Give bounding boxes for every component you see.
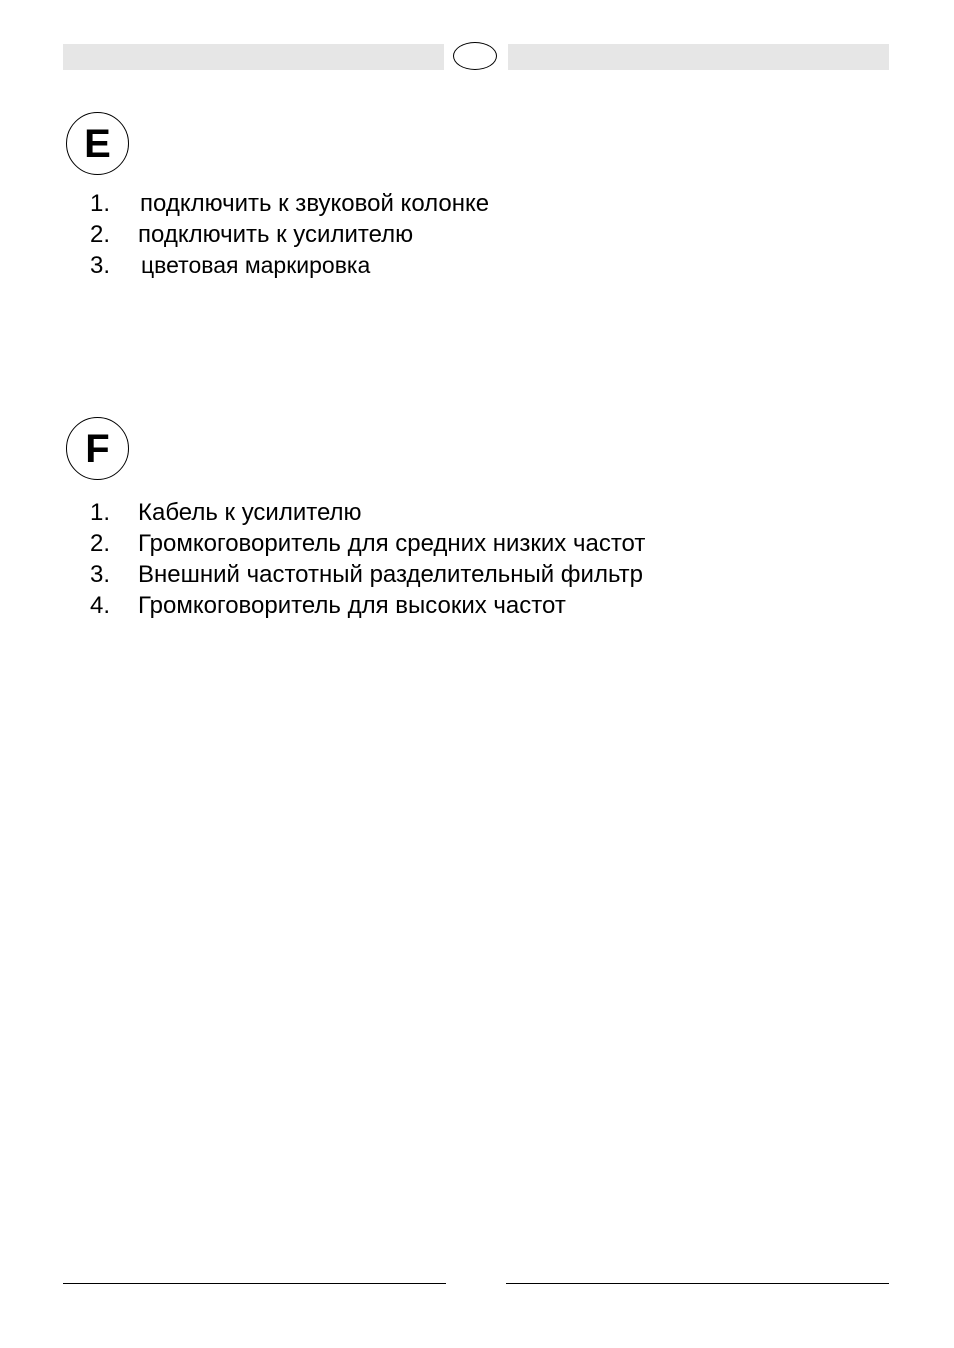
item-number: 1. bbox=[90, 499, 111, 526]
item-text: Внешний частотный разделительный фильтр bbox=[138, 561, 643, 588]
section-badge-e: E bbox=[66, 112, 129, 175]
header-oval-icon bbox=[453, 42, 497, 70]
item-text: подключить к звуковой колонке bbox=[140, 190, 490, 217]
item-number: 2. bbox=[90, 530, 111, 557]
item-text: Громкоговоритель для средних низких частот bbox=[138, 530, 646, 557]
item-text: цветовая маркировка bbox=[141, 252, 371, 278]
item-number: 2. bbox=[90, 221, 111, 248]
footer-rule-left bbox=[63, 1283, 446, 1284]
item-number: 3. bbox=[90, 252, 111, 279]
footer-rule-right bbox=[506, 1283, 889, 1284]
item-text: подключить к усилителю bbox=[138, 221, 414, 248]
item-text: Громкоговоритель для высоких частот bbox=[138, 592, 566, 619]
item-number: 3. bbox=[90, 561, 111, 588]
section-badge-f: F bbox=[66, 417, 129, 480]
item-text: Кабель к усилителю bbox=[138, 499, 362, 526]
item-number: 1. bbox=[90, 190, 111, 217]
item-number: 4. bbox=[90, 592, 111, 619]
